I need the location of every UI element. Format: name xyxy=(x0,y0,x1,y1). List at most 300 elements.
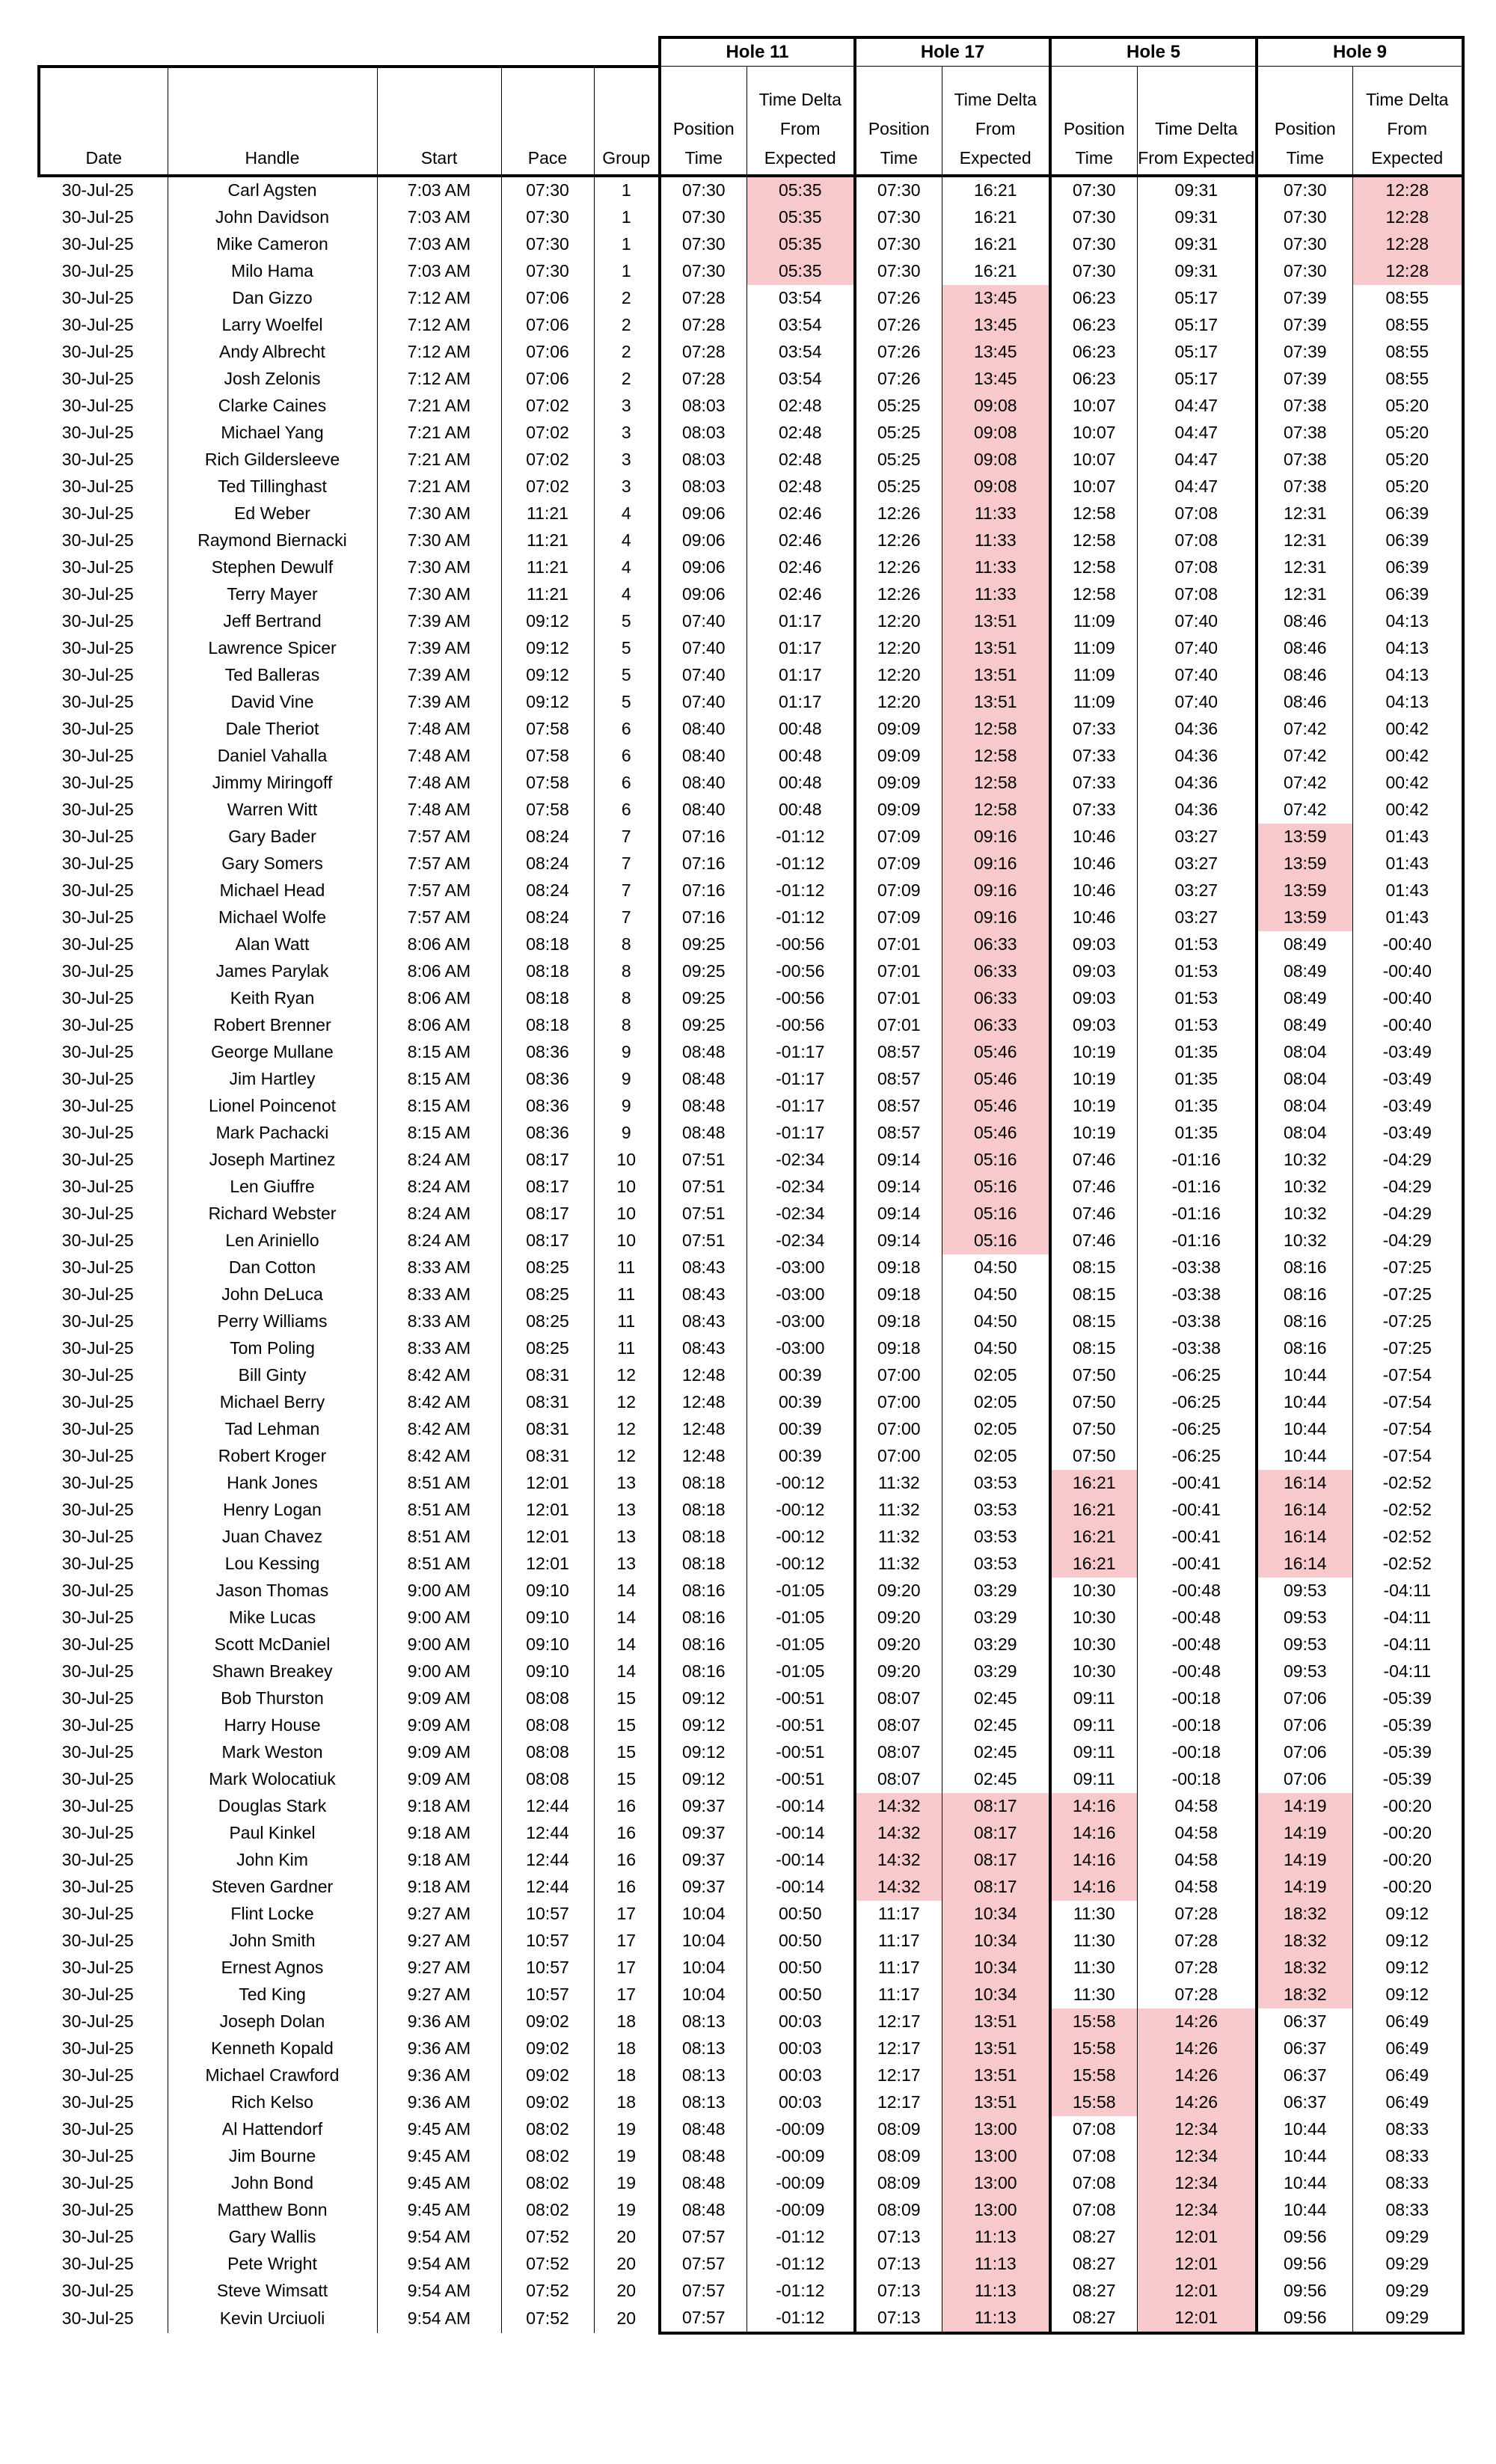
h17-position-cell: 07:01 xyxy=(855,958,942,985)
col-date: Date xyxy=(39,67,168,176)
h17-position-cell: 12:20 xyxy=(855,608,942,635)
h5-position-cell: 07:33 xyxy=(1050,743,1137,770)
pace-cell: 12:44 xyxy=(501,1874,594,1901)
h11-position-cell: 08:18 xyxy=(660,1497,747,1524)
h11-delta-cell: 00:39 xyxy=(778,1392,822,1412)
handle-cell: Clarke Caines xyxy=(168,393,377,420)
pace-cell: 08:25 xyxy=(501,1281,594,1308)
h11-position-cell: 08:03 xyxy=(660,393,747,420)
h17-delta-cell: 05:46 xyxy=(942,1120,1050,1147)
h17-delta-cell: 02:05 xyxy=(973,1446,1017,1465)
h5-position-cell: 10:07 xyxy=(1050,474,1137,500)
date-cell: 30-Jul-25 xyxy=(39,770,168,797)
group-cell: 3 xyxy=(621,450,631,469)
group-cell: 15 xyxy=(616,1715,637,1735)
h9-delta-cell: 08:33 xyxy=(1352,2170,1463,2197)
handle-cell: Ernest Agnos xyxy=(168,1955,377,1982)
pace-cell: 08:36 xyxy=(501,1093,594,1120)
date-cell: 30-Jul-25 xyxy=(39,2197,168,2224)
h5-position-cell: 10:46 xyxy=(1050,824,1137,851)
h9-position-cell: 08:49 xyxy=(1257,985,1352,1012)
pace-cell: 09:10 xyxy=(501,1578,594,1605)
h17-position-cell: 09:14 xyxy=(855,1228,942,1254)
h11-position-cell: 08:43 xyxy=(660,1335,747,1362)
h11-delta-cell: -01:17 xyxy=(776,1123,825,1142)
pace-cell: 08:36 xyxy=(501,1066,594,1093)
table-row xyxy=(39,581,1463,608)
h11-position-cell: 07:30 xyxy=(660,258,747,285)
h9-delta-cell: 08:55 xyxy=(1352,285,1463,312)
h9-position-cell: 16:14 xyxy=(1257,1551,1352,1578)
h17-position-cell: 07:01 xyxy=(855,931,942,958)
h5-delta-cell: 07:08 xyxy=(1174,530,1218,550)
h17-position-cell: 08:07 xyxy=(855,1766,942,1793)
h17-position-cell: 11:32 xyxy=(855,1470,942,1497)
table-row xyxy=(39,2116,1463,2143)
h5-position-cell: 09:11 xyxy=(1050,1685,1137,1712)
h17-delta-cell: 10:34 xyxy=(942,1928,1050,1955)
h5-position-cell: 14:16 xyxy=(1050,1874,1137,1901)
date-cell: 30-Jul-25 xyxy=(39,1685,168,1712)
date-cell: 30-Jul-25 xyxy=(39,1201,168,1228)
pace-cell: 08:17 xyxy=(501,1147,594,1174)
group-cell: 7 xyxy=(621,880,631,900)
group-cell: 9 xyxy=(621,1096,631,1115)
h11-delta-cell: -00:12 xyxy=(776,1554,825,1573)
h9-delta-cell: 01:43 xyxy=(1352,877,1463,904)
pace-cell: 07:30 xyxy=(501,204,594,231)
h9-position-cell: 10:44 xyxy=(1257,2197,1352,2224)
h17-delta-cell: 11:33 xyxy=(942,500,1050,527)
start-cell: 8:06 AM xyxy=(377,958,501,985)
hole-17-header: Hole 17 xyxy=(855,37,1050,67)
h5-delta-cell: -00:18 xyxy=(1171,1769,1221,1789)
start-cell: 9:00 AM xyxy=(377,1578,501,1605)
date-cell: 30-Jul-25 xyxy=(39,1066,168,1093)
h17-delta-cell: 02:45 xyxy=(973,1769,1017,1789)
h5-delta-cell: 04:47 xyxy=(1174,450,1218,469)
start-cell: 8:42 AM xyxy=(377,1389,501,1416)
h9-position-cell: 09:53 xyxy=(1257,1631,1352,1658)
h11-delta-cell: -03:00 xyxy=(776,1311,825,1331)
h11-position-cell: 07:16 xyxy=(660,877,747,904)
h17-delta-cell: 09:08 xyxy=(942,420,1050,447)
table-row xyxy=(39,231,1463,258)
group-cell: 17 xyxy=(616,1985,637,2004)
h17-delta-cell: 11:33 xyxy=(942,527,1050,554)
start-cell: 9:00 AM xyxy=(377,1658,501,1685)
h11-delta-cell: 00:50 xyxy=(778,1958,822,1977)
h17-delta-cell: 02:45 xyxy=(973,1715,1017,1735)
handle-cell: Mark Wolocatiuk xyxy=(168,1766,377,1793)
h11-position-cell: 08:48 xyxy=(660,1066,747,1093)
h5-position-cell: 09:11 xyxy=(1050,1739,1137,1766)
h5-delta-cell: 14:26 xyxy=(1137,2008,1257,2035)
tee-time-pace-sheet xyxy=(37,36,1465,2335)
handle-cell: Bill Ginty xyxy=(168,1362,377,1389)
h11-position-cell: 08:43 xyxy=(660,1254,747,1281)
h17-position-cell: 08:07 xyxy=(855,1739,942,1766)
h17-delta-cell: 13:51 xyxy=(942,2089,1050,2116)
date-cell: 30-Jul-25 xyxy=(39,1874,168,1901)
h5-position-cell: 10:46 xyxy=(1050,904,1137,931)
start-cell: 8:42 AM xyxy=(377,1443,501,1470)
h9-delta-cell: 12:28 xyxy=(1352,258,1463,285)
h11-position-cell: 07:28 xyxy=(660,285,747,312)
h11-delta-cell: 02:48 xyxy=(778,476,822,496)
h9-position-cell: 08:46 xyxy=(1257,608,1352,635)
h11-position-cell: 07:30 xyxy=(660,231,747,258)
table-row xyxy=(39,1847,1463,1874)
group-cell: 15 xyxy=(616,1742,637,1762)
pace-cell: 12:01 xyxy=(501,1497,594,1524)
pace-cell: 08:02 xyxy=(501,2197,594,2224)
handle-cell: Kevin Urciuoli xyxy=(168,2305,377,2333)
h5-delta-cell: 05:17 xyxy=(1174,315,1218,334)
h9-position-cell: 08:49 xyxy=(1257,958,1352,985)
h9-position-cell: 14:19 xyxy=(1257,1847,1352,1874)
h5-delta-cell: 14:26 xyxy=(1137,2035,1257,2062)
group-cell: 19 xyxy=(616,2173,637,2192)
h17-position-cell: 07:09 xyxy=(855,851,942,877)
h17-delta-cell: 02:45 xyxy=(973,1688,1017,1708)
date-cell: 30-Jul-25 xyxy=(39,797,168,824)
h17-position-cell: 09:14 xyxy=(855,1147,942,1174)
col-handle: Handle xyxy=(168,67,377,176)
h17-position-cell: 14:32 xyxy=(855,1820,942,1847)
h9-delta-cell: -07:25 xyxy=(1352,1335,1463,1362)
h5-position-cell: 08:27 xyxy=(1050,2224,1137,2251)
h5-position-cell: 15:58 xyxy=(1050,2062,1137,2089)
h17-position-cell: 07:26 xyxy=(855,366,942,393)
table-row xyxy=(39,1416,1463,1443)
start-cell: 7:48 AM xyxy=(377,770,501,797)
group-cell: 5 xyxy=(621,638,631,658)
h9-position-cell: 07:42 xyxy=(1257,770,1352,797)
h5-delta-cell: 07:28 xyxy=(1174,1958,1218,1977)
h11-delta-cell: -03:00 xyxy=(776,1257,825,1277)
h5-delta-cell: 07:28 xyxy=(1174,1985,1218,2004)
h9-position-cell: 09:53 xyxy=(1257,1605,1352,1631)
pace-cell: 07:06 xyxy=(501,312,594,339)
h17-delta-cell: 12:58 xyxy=(942,797,1050,824)
h9-position-cell: 08:49 xyxy=(1257,1012,1352,1039)
table-row xyxy=(39,1955,1463,1982)
h5-delta-cell: 12:34 xyxy=(1137,2197,1257,2224)
h17-position-cell: 12:20 xyxy=(855,635,942,662)
h5-delta-cell: 09:31 xyxy=(1174,207,1218,227)
h9-delta-cell: 12:28 xyxy=(1352,176,1463,204)
h11-position-cell: 09:25 xyxy=(660,985,747,1012)
start-cell: 7:48 AM xyxy=(377,743,501,770)
handle-cell: Andy Albrecht xyxy=(168,339,377,366)
start-cell: 8:51 AM xyxy=(377,1470,501,1497)
h11-delta-cell: -00:56 xyxy=(776,961,825,981)
h17-delta-cell: 09:16 xyxy=(942,851,1050,877)
h5-delta-cell: 01:35 xyxy=(1174,1123,1218,1142)
h9-delta-cell: -02:52 xyxy=(1352,1524,1463,1551)
pace-cell: 08:08 xyxy=(501,1685,594,1712)
pace-cell: 08:08 xyxy=(501,1712,594,1739)
date-cell: 30-Jul-25 xyxy=(39,366,168,393)
h5-position-cell: 16:21 xyxy=(1050,1470,1137,1497)
pace-cell: 08:36 xyxy=(501,1039,594,1066)
table-row xyxy=(39,527,1463,554)
h11-position-cell: 07:40 xyxy=(660,635,747,662)
h9-delta-cell: 01:43 xyxy=(1352,851,1463,877)
h17-delta-cell: 08:17 xyxy=(942,1793,1050,1820)
h5-position-cell: 07:30 xyxy=(1050,204,1137,231)
group-cell: 12 xyxy=(616,1392,637,1412)
table-row xyxy=(39,797,1463,824)
h17-delta-cell: 05:46 xyxy=(942,1039,1050,1066)
h17-delta-cell: 09:16 xyxy=(942,824,1050,851)
table-row xyxy=(39,743,1463,770)
start-cell: 8:24 AM xyxy=(377,1147,501,1174)
h9-position-cell: 10:44 xyxy=(1257,2170,1352,2197)
date-cell: 30-Jul-25 xyxy=(39,931,168,958)
group-cell: 1 xyxy=(621,234,631,254)
h9-delta-cell: 06:49 xyxy=(1352,2062,1463,2089)
pace-cell: 08:25 xyxy=(501,1254,594,1281)
group-cell: 14 xyxy=(616,1634,637,1654)
h5-delta-cell: 01:35 xyxy=(1174,1096,1218,1115)
h5-delta-cell: -03:38 xyxy=(1171,1338,1221,1358)
pace-cell: 07:06 xyxy=(501,366,594,393)
pace-cell: 08:25 xyxy=(501,1308,594,1335)
pace-cell: 09:10 xyxy=(501,1631,594,1658)
h9-delta-cell: 06:39 xyxy=(1352,554,1463,581)
h11-delta-cell: 01:17 xyxy=(778,665,822,684)
date-cell: 30-Jul-25 xyxy=(39,1524,168,1551)
h9-position-cell: 13:59 xyxy=(1257,851,1352,877)
handle-cell: Michael Berry xyxy=(168,1389,377,1416)
h5-position-cell: 12:58 xyxy=(1050,581,1137,608)
h17-delta-cell: 13:00 xyxy=(942,2116,1050,2143)
h17-position-cell: 07:13 xyxy=(855,2305,942,2333)
h11-position-cell: 07:16 xyxy=(660,824,747,851)
date-cell: 30-Jul-25 xyxy=(39,1766,168,1793)
date-cell: 30-Jul-25 xyxy=(39,339,168,366)
h17-delta-cell: 13:51 xyxy=(942,662,1050,689)
handle-cell: Pete Wright xyxy=(168,2251,377,2278)
date-cell: 30-Jul-25 xyxy=(39,2008,168,2035)
table-row xyxy=(39,1362,1463,1389)
h5-delta-cell: -03:38 xyxy=(1171,1311,1221,1331)
h5-position-cell: 09:11 xyxy=(1050,1712,1137,1739)
table-row xyxy=(39,1120,1463,1147)
h11-position-cell: 09:06 xyxy=(660,500,747,527)
pace-cell: 10:57 xyxy=(501,1928,594,1955)
handle-cell: Steve Wimsatt xyxy=(168,2278,377,2305)
start-cell: 9:18 AM xyxy=(377,1847,501,1874)
table-row xyxy=(39,1901,1463,1928)
h17-position-cell: 07:30 xyxy=(855,204,942,231)
h9-delta-cell: 09:29 xyxy=(1352,2305,1463,2333)
table-row xyxy=(39,1389,1463,1416)
h9-delta-cell: 08:55 xyxy=(1352,339,1463,366)
h17-delta-cell: 09:08 xyxy=(942,447,1050,474)
start-cell: 7:39 AM xyxy=(377,635,501,662)
h11-position-cell: 10:04 xyxy=(660,1955,747,1982)
h11-position-cell: 08:40 xyxy=(660,770,747,797)
h5-delta-cell: -03:38 xyxy=(1171,1257,1221,1277)
h9-position-cell: 18:32 xyxy=(1257,1901,1352,1928)
table-row xyxy=(39,851,1463,877)
h9-delta-cell: -04:29 xyxy=(1352,1174,1463,1201)
group-cell: 4 xyxy=(621,584,631,604)
h11-position-cell: 07:30 xyxy=(660,204,747,231)
h5-delta-cell: 14:26 xyxy=(1137,2089,1257,2116)
start-cell: 7:39 AM xyxy=(377,689,501,716)
handle-cell: Shawn Breakey xyxy=(168,1658,377,1685)
h5-delta-cell: 07:40 xyxy=(1174,665,1218,684)
h11-delta-cell: -01:12 xyxy=(747,2305,855,2333)
table-row xyxy=(39,1578,1463,1605)
h5-position-cell: 08:27 xyxy=(1050,2278,1137,2305)
h5-position-cell: 07:33 xyxy=(1050,797,1137,824)
pace-cell: 07:52 xyxy=(501,2251,594,2278)
hole-11-header: Hole 11 xyxy=(660,37,855,67)
start-cell: 8:33 AM xyxy=(377,1335,501,1362)
date-cell: 30-Jul-25 xyxy=(39,824,168,851)
pace-cell: 08:17 xyxy=(501,1228,594,1254)
group-cell: 12 xyxy=(616,1446,637,1465)
h17-delta-cell: 05:16 xyxy=(942,1174,1050,1201)
table-row xyxy=(39,1147,1463,1174)
handle-cell: Gary Bader xyxy=(168,824,377,851)
h9-delta-cell: 08:33 xyxy=(1352,2116,1463,2143)
h11-delta-cell: 02:48 xyxy=(778,423,822,442)
start-cell: 9:45 AM xyxy=(377,2197,501,2224)
h17-delta-cell: 13:51 xyxy=(942,2062,1050,2089)
start-cell: 8:51 AM xyxy=(377,1551,501,1578)
h9-delta-cell: -04:11 xyxy=(1352,1631,1463,1658)
h17-position-cell: 12:26 xyxy=(855,554,942,581)
h5-position-cell: 10:07 xyxy=(1050,447,1137,474)
h5-delta-cell: -00:48 xyxy=(1171,1608,1221,1627)
start-cell: 9:18 AM xyxy=(377,1874,501,1901)
h9-position-cell: 07:42 xyxy=(1257,743,1352,770)
group-cell: 3 xyxy=(621,476,631,496)
handle-cell: Len Ariniello xyxy=(168,1228,377,1254)
h17-delta-cell: 02:45 xyxy=(973,1742,1017,1762)
h11-position-cell: 08:03 xyxy=(660,447,747,474)
h11-delta-cell: -01:05 xyxy=(776,1661,825,1681)
h17-delta-cell: 09:16 xyxy=(942,904,1050,931)
h9-position-cell: 09:56 xyxy=(1257,2305,1352,2333)
h5-delta-cell: 07:40 xyxy=(1174,611,1218,631)
h9-delta-cell: -07:25 xyxy=(1352,1281,1463,1308)
h11-position-cell: 08:48 xyxy=(660,2170,747,2197)
date-cell: 30-Jul-25 xyxy=(39,1605,168,1631)
h17-delta-cell: 05:16 xyxy=(942,1228,1050,1254)
h9-delta-cell: 05:20 xyxy=(1352,420,1463,447)
h9-position-cell: 07:38 xyxy=(1257,393,1352,420)
group-cell: 16 xyxy=(616,1877,637,1896)
h17-position-cell: 09:20 xyxy=(855,1605,942,1631)
h9-delta-cell: -07:54 xyxy=(1352,1362,1463,1389)
group-cell: 11 xyxy=(617,1311,636,1331)
h5-position-cell: 07:08 xyxy=(1050,2143,1137,2170)
h5-position-cell: 12:58 xyxy=(1050,527,1137,554)
h5-delta-cell: 05:17 xyxy=(1174,342,1218,361)
h9-position-cell: 14:19 xyxy=(1257,1874,1352,1901)
h17-delta-cell: 03:53 xyxy=(973,1527,1017,1546)
table-row xyxy=(39,176,1463,204)
h9-position-cell: 08:46 xyxy=(1257,689,1352,716)
h9-delta-cell: 04:13 xyxy=(1352,662,1463,689)
h9-position-cell: 07:38 xyxy=(1257,447,1352,474)
handle-cell: Mark Weston xyxy=(168,1739,377,1766)
h9-position-cell: 18:32 xyxy=(1257,1928,1352,1955)
h17-delta-cell: 03:29 xyxy=(973,1634,1017,1654)
h17-delta-cell: 10:34 xyxy=(942,1955,1050,1982)
h5-position-cell: 10:30 xyxy=(1050,1631,1137,1658)
h11-position-cell: 08:18 xyxy=(660,1551,747,1578)
handle-cell: Ed Weber xyxy=(168,500,377,527)
h17-delta-cell: 11:13 xyxy=(942,2305,1050,2333)
h17-position-cell: 07:13 xyxy=(855,2278,942,2305)
group-cell: 14 xyxy=(616,1581,637,1600)
table-row xyxy=(39,1793,1463,1820)
start-cell: 8:24 AM xyxy=(377,1174,501,1201)
h17-delta-cell: 10:34 xyxy=(942,1901,1050,1928)
handle-cell: Lionel Poincenot xyxy=(168,1093,377,1120)
h11-delta-cell: 00:03 xyxy=(778,2038,822,2058)
table-row xyxy=(39,1039,1463,1066)
pace-cell: 07:30 xyxy=(501,258,594,285)
h17-position-cell: 09:18 xyxy=(855,1308,942,1335)
pace-cell: 08:31 xyxy=(501,1389,594,1416)
h9-delta-cell: -04:11 xyxy=(1352,1658,1463,1685)
h17-position-cell: 12:20 xyxy=(855,662,942,689)
h9-position-cell: 08:16 xyxy=(1257,1335,1352,1362)
col-h17-delta: Time Delta From Expected xyxy=(942,67,1050,176)
h5-position-cell: 06:23 xyxy=(1050,312,1137,339)
handle-cell: Rich Kelso xyxy=(168,2089,377,2116)
h11-position-cell: 07:30 xyxy=(660,176,747,204)
h5-position-cell: 07:50 xyxy=(1050,1362,1137,1389)
h5-position-cell: 07:30 xyxy=(1050,176,1137,204)
h5-delta-cell: -00:41 xyxy=(1171,1500,1221,1519)
group-cell: 6 xyxy=(621,773,631,792)
pace-cell: 09:12 xyxy=(501,689,594,716)
h5-delta-cell: 07:08 xyxy=(1174,557,1218,577)
h5-delta-cell: 03:27 xyxy=(1174,907,1218,927)
h17-delta-cell: 09:08 xyxy=(942,474,1050,500)
h9-position-cell: 08:46 xyxy=(1257,635,1352,662)
h11-delta-cell: -00:14 xyxy=(776,1796,825,1815)
h11-position-cell: 07:40 xyxy=(660,662,747,689)
pace-cell: 08:31 xyxy=(501,1362,594,1389)
h17-position-cell: 11:17 xyxy=(855,1982,942,2008)
h9-delta-cell: -07:54 xyxy=(1352,1416,1463,1443)
h11-position-cell: 09:37 xyxy=(660,1874,747,1901)
table-row xyxy=(39,877,1463,904)
handle-cell: Keith Ryan xyxy=(168,985,377,1012)
table-row xyxy=(39,1174,1463,1201)
date-cell: 30-Jul-25 xyxy=(39,1551,168,1578)
h11-delta-cell: -01:17 xyxy=(776,1069,825,1088)
h11-delta-cell: 02:48 xyxy=(778,396,822,415)
h5-delta-cell: 07:08 xyxy=(1174,503,1218,523)
h11-delta-cell: -01:12 xyxy=(776,880,825,900)
h17-position-cell: 09:09 xyxy=(855,716,942,743)
h9-position-cell: 10:44 xyxy=(1257,2116,1352,2143)
h17-position-cell: 05:25 xyxy=(855,474,942,500)
date-cell: 30-Jul-25 xyxy=(39,904,168,931)
